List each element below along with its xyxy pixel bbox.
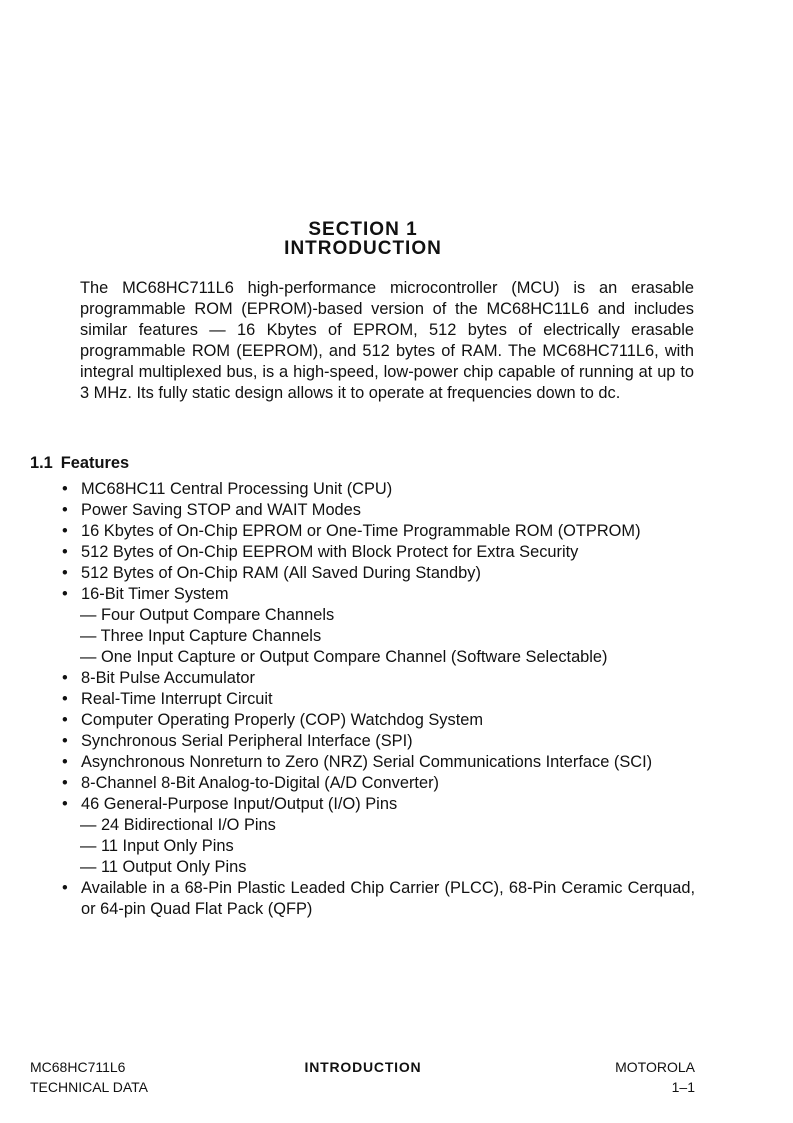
footer-page-number: 1–1 xyxy=(671,1079,695,1095)
feature-item xyxy=(0,752,695,773)
feature-item xyxy=(0,794,695,815)
feature-item xyxy=(0,521,695,542)
feature-item xyxy=(0,773,695,794)
bullet-icon: • xyxy=(62,522,68,540)
feature-text: Computer Operating Properly (COP) Watchdog System xyxy=(81,711,484,729)
feature-subitem xyxy=(0,647,793,668)
feature-item xyxy=(0,731,695,752)
bullet-icon: • xyxy=(62,732,68,750)
features-heading xyxy=(30,453,129,474)
feature-text: Asynchronous Nonreturn to Zero (NRZ) Serial Communications Interface (SCI) xyxy=(81,753,653,771)
feature-item xyxy=(0,500,695,521)
feature-subitem xyxy=(0,815,793,836)
feature-text: — 24 Bidirectional I/O Pins xyxy=(80,816,276,834)
bullet-icon: • xyxy=(62,774,68,792)
feature-item xyxy=(0,689,695,710)
footer-publisher: MOTOROLA xyxy=(615,1059,695,1075)
bullet-icon: • xyxy=(62,543,68,561)
feature-text: — Three Input Capture Channels xyxy=(80,627,322,645)
feature-text: Available in a 68-Pin Plastic Leaded Chip Carrier (PLCC), 68-Pin Ceramic Cerquad, or 64-pin Quad Flat Pack (QFP) xyxy=(81,879,695,918)
feature-text: 8-Channel 8-Bit Analog-to-Digital (A/D Converter) xyxy=(81,774,440,792)
section-number: SECTION 1 xyxy=(308,219,418,240)
bullet-icon: • xyxy=(62,711,68,729)
feature-item xyxy=(0,710,695,731)
feature-text: — 11 Input Only Pins xyxy=(80,837,234,855)
bullet-icon: • xyxy=(62,585,68,603)
section-title: INTRODUCTION xyxy=(284,238,442,259)
feature-text: 16-Bit Timer System xyxy=(81,585,229,603)
features-list xyxy=(0,479,793,920)
bullet-icon: • xyxy=(62,879,68,897)
feature-item xyxy=(0,584,695,605)
footer-doc-type: TECHNICAL DATA xyxy=(30,1079,148,1095)
feature-text: 512 Bytes of On-Chip RAM (All Saved During Standby) xyxy=(81,564,481,582)
feature-text: Power Saving STOP and WAIT Modes xyxy=(81,501,361,519)
feature-text: Real-Time Interrupt Circuit xyxy=(81,690,273,708)
feature-text: Synchronous Serial Peripheral Interface (SPI) xyxy=(81,732,413,750)
feature-text: MC68HC11 Central Processing Unit (CPU) xyxy=(81,480,393,498)
feature-subitem xyxy=(0,605,793,626)
feature-text: — 11 Output Only Pins xyxy=(80,858,247,876)
bullet-icon: • xyxy=(62,564,68,582)
footer-section-name: INTRODUCTION xyxy=(304,1059,422,1075)
feature-text: — Four Output Compare Channels xyxy=(80,606,335,624)
bullet-icon: • xyxy=(62,690,68,708)
bullet-icon: • xyxy=(62,501,68,519)
bullet-icon: • xyxy=(62,669,68,687)
bullet-icon: • xyxy=(62,480,68,498)
features-heading-number: 1.1 xyxy=(30,454,53,472)
footer-publisher-info xyxy=(615,1057,695,1097)
feature-item xyxy=(0,542,695,563)
feature-text: 8-Bit Pulse Accumulator xyxy=(81,669,255,687)
feature-text: 16 Kbytes of On-Chip EPROM or One-Time Programmable ROM (OTPROM) xyxy=(81,522,641,540)
feature-text: — One Input Capture or Output Compare Channel (Software Selectable) xyxy=(80,648,608,666)
feature-subitem xyxy=(0,626,793,647)
features-heading-title: Features xyxy=(60,454,130,472)
feature-item xyxy=(0,668,695,689)
footer-part-number: MC68HC711L6 xyxy=(30,1059,126,1075)
feature-subitem xyxy=(0,857,793,878)
feature-text: 46 General-Purpose Input/Output (I/O) Pins xyxy=(81,795,398,813)
feature-item xyxy=(0,479,695,500)
feature-item xyxy=(0,563,695,584)
feature-subitem xyxy=(0,836,793,857)
bullet-icon: • xyxy=(62,795,68,813)
feature-item xyxy=(0,878,695,920)
feature-text: 512 Bytes of On-Chip EEPROM with Block Protect for Extra Security xyxy=(81,543,579,561)
bullet-icon: • xyxy=(62,753,68,771)
intro-paragraph: The MC68HC711L6 high-performance microcontroller (MCU) is an erasable programmable ROM (EPROM)-based version of the MC68HC11L6 and includes similar features — 16 Kbytes of EPROM, 512 bytes of electrically erasable programmable ROM (EEPROM), and 512 bytes of RAM. The MC68HC711L6, with integral multiplexed bus, is a high-speed, low-power chip capable of running at up to 3 MHz. Its fully static design allows it to operate at frequencies down to dc. xyxy=(80,279,694,402)
